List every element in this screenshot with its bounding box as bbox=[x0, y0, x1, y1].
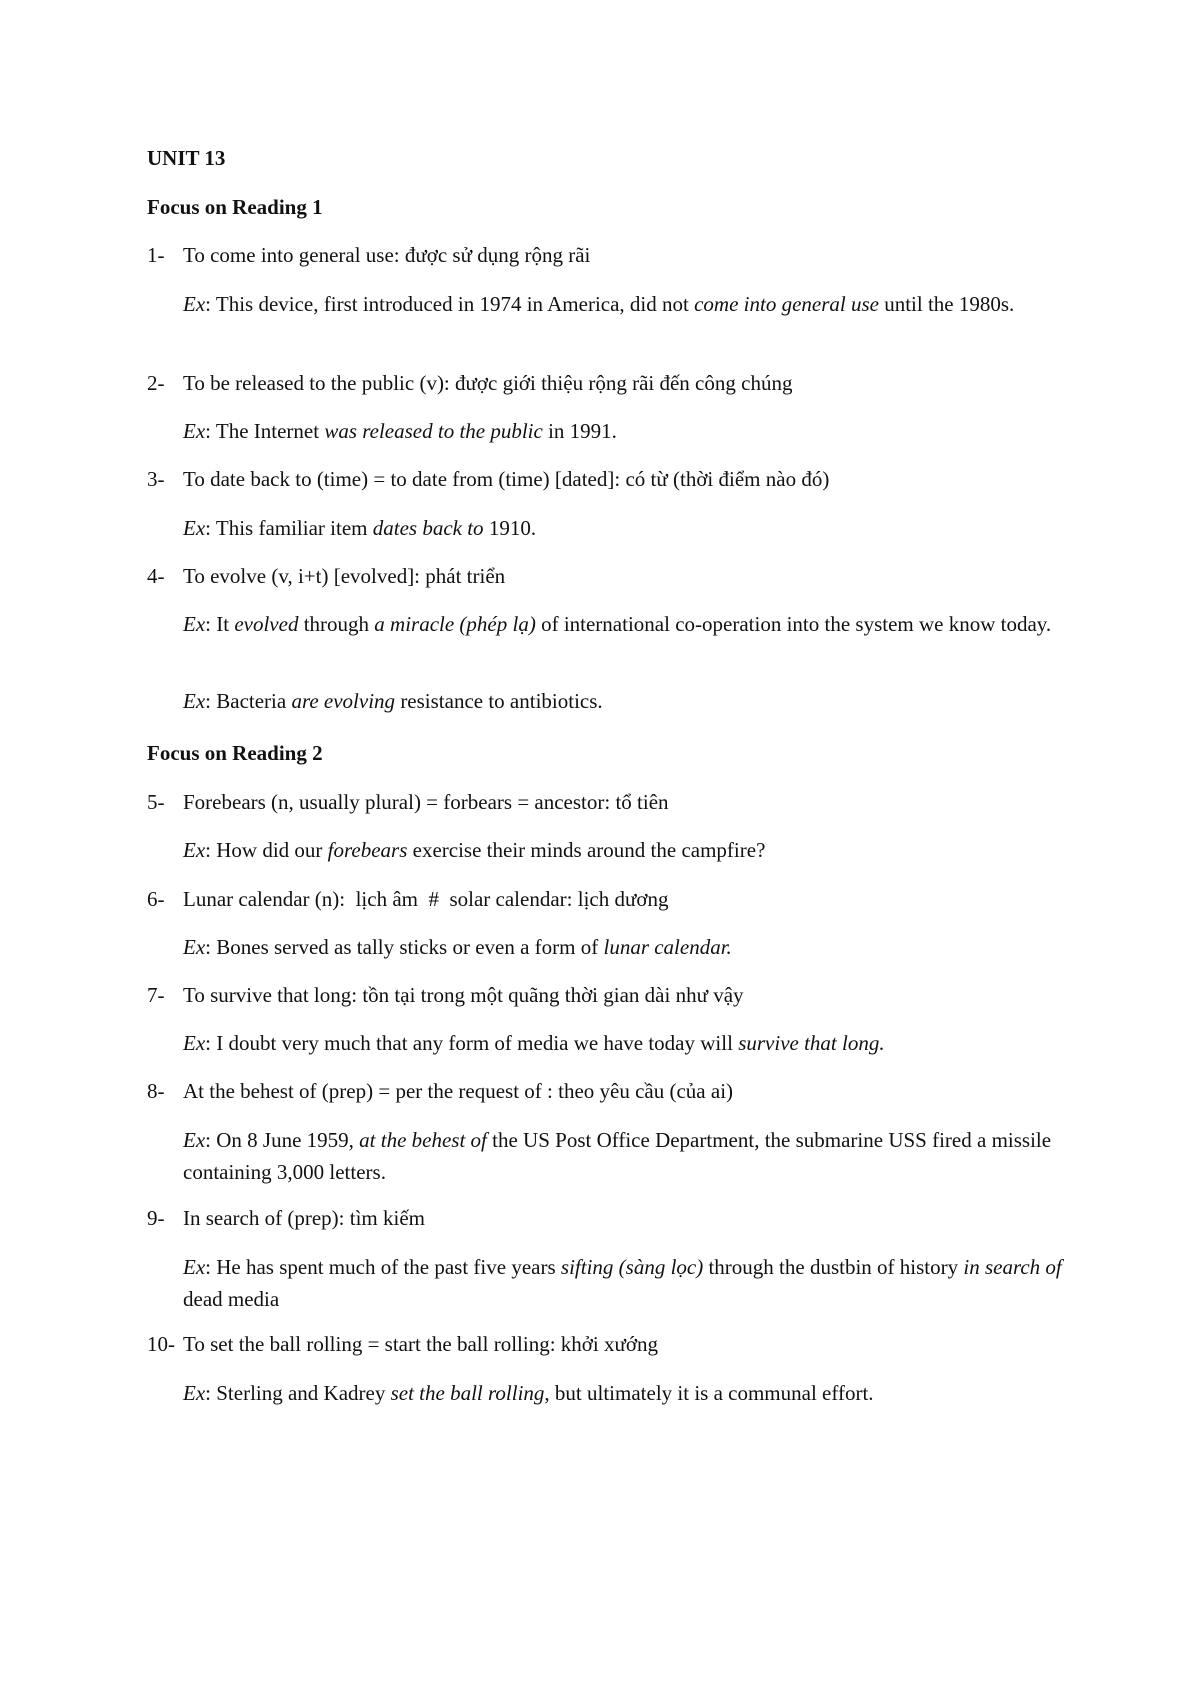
example-text: of international co-operation into the system we know today. bbox=[535, 612, 1052, 636]
example-text: through bbox=[298, 612, 375, 636]
example-label: Ex bbox=[183, 1031, 206, 1055]
example-label: Ex bbox=[183, 612, 206, 636]
entry-term: In search of (prep): tìm kiếm bbox=[183, 1206, 425, 1230]
vocab-entry-5 bbox=[147, 790, 669, 815]
example-label: Ex bbox=[183, 689, 206, 713]
example-text: 1910. bbox=[483, 516, 537, 540]
example-sentence bbox=[183, 1377, 1063, 1409]
example-sentence bbox=[183, 931, 1063, 963]
entry-term: Forebears (n, usually plural) = forbears = ancestor: tổ tiên bbox=[183, 790, 669, 814]
example-sentence bbox=[183, 1124, 1063, 1188]
example-sentence bbox=[183, 288, 1063, 320]
example-label: Ex bbox=[183, 419, 206, 443]
example-text: through the dustbin of history bbox=[703, 1255, 964, 1279]
example-label: Ex bbox=[183, 1255, 206, 1279]
example-label: Ex bbox=[183, 838, 206, 862]
example-sentence bbox=[183, 834, 1063, 866]
example-text: dead media bbox=[183, 1287, 280, 1311]
example-text: : This device, first introduced in 1974 in America, did not bbox=[205, 292, 695, 316]
example-label: Ex bbox=[183, 1128, 206, 1152]
entry-term: To evolve (v, i+t) [evolved]: phát triển bbox=[183, 564, 506, 588]
example-text: in 1991. bbox=[542, 419, 617, 443]
entry-number: 10- bbox=[147, 1332, 175, 1356]
entry-number: 6- bbox=[147, 887, 165, 911]
example-phrase: evolved bbox=[234, 612, 299, 636]
example-phrase: forebears bbox=[327, 838, 408, 862]
entry-number: 7- bbox=[147, 983, 165, 1007]
example-phrase: at the behest of bbox=[359, 1128, 487, 1152]
vocab-entry-2 bbox=[147, 371, 792, 396]
example-sentence bbox=[183, 512, 1063, 544]
example-text: exercise their minds around the campfire? bbox=[407, 838, 766, 862]
example-text: : Sterling and Kadrey bbox=[205, 1381, 391, 1405]
example-text: : I doubt very much that any form of media we have today will bbox=[205, 1031, 739, 1055]
example-phrase: come into general use bbox=[694, 292, 879, 316]
example-phrase: set the ball rolling bbox=[390, 1381, 545, 1405]
example-label: Ex bbox=[183, 935, 206, 959]
example-sentence bbox=[183, 608, 1063, 640]
entry-term: To survive that long: tồn tại trong một quãng thời gian dài như vậy bbox=[183, 983, 744, 1007]
example-phrase: are evolving bbox=[291, 689, 396, 713]
entry-term: To set the ball rolling = start the ball rolling: khởi xướng bbox=[183, 1332, 658, 1356]
example-text: : How did our bbox=[205, 838, 328, 862]
example-phrase: dates back to bbox=[372, 516, 484, 540]
unit-title: UNIT 13 bbox=[147, 146, 226, 170]
entry-term: To come into general use: được sử dụng rộng rãi bbox=[183, 243, 591, 267]
example-label: Ex bbox=[183, 292, 206, 316]
example-text: : The Internet bbox=[205, 419, 325, 443]
section-heading-reading-2: Focus on Reading 2 bbox=[147, 741, 323, 765]
entry-number: 5- bbox=[147, 790, 165, 814]
example-text: : This familiar item bbox=[205, 516, 373, 540]
entry-term: To be released to the public (v): được giới thiệu rộng rãi đến công chúng bbox=[183, 371, 793, 395]
vocab-entry-1 bbox=[147, 243, 590, 268]
example-text: resistance to antibiotics. bbox=[395, 689, 603, 713]
example-sentence bbox=[183, 1027, 1063, 1059]
entry-term: To date back to (time) = to date from (time) [dated]: có từ (thời điểm nào đó) bbox=[183, 467, 830, 491]
example-phrase: a miracle (phép lạ) bbox=[374, 612, 536, 636]
vocab-entry-4 bbox=[147, 564, 505, 589]
entry-number: 3- bbox=[147, 467, 165, 491]
vocab-entry-9 bbox=[147, 1206, 425, 1231]
entry-term: Lunar calendar (n): lịch âm # solar calendar: lịch dương bbox=[183, 887, 669, 911]
entry-term: At the behest of (prep) = per the request of : theo yêu cầu (của ai) bbox=[183, 1079, 734, 1103]
vocab-entry-7 bbox=[147, 983, 744, 1008]
vocab-entry-6 bbox=[147, 887, 668, 912]
example-phrase: in search of bbox=[963, 1255, 1062, 1279]
example-text: : Bacteria bbox=[205, 689, 292, 713]
example-text: : It bbox=[205, 612, 235, 636]
section-heading-reading-1: Focus on Reading 1 bbox=[147, 195, 323, 219]
example-sentence bbox=[183, 1251, 1063, 1315]
example-text: the US Post Office Department, the submarine USS fired a missile containing 3,000 letters. bbox=[183, 1128, 1052, 1184]
vocab-entry-8 bbox=[147, 1079, 733, 1104]
vocab-entry-10 bbox=[147, 1332, 658, 1357]
vocab-entry-3 bbox=[147, 467, 829, 492]
example-text: : On 8 June 1959, bbox=[205, 1128, 360, 1152]
example-text: : Bones served as tally sticks or even a form of bbox=[205, 935, 604, 959]
example-phrase: sifting (sàng lọc) bbox=[560, 1255, 704, 1279]
example-label: Ex bbox=[183, 1381, 206, 1405]
entry-number: 4- bbox=[147, 564, 165, 588]
example-sentence bbox=[183, 685, 1063, 717]
example-sentence bbox=[183, 415, 1063, 447]
entry-number: 9- bbox=[147, 1206, 165, 1230]
entry-number: 1- bbox=[147, 243, 165, 267]
example-text: until the 1980s. bbox=[878, 292, 1015, 316]
example-phrase: lunar calendar. bbox=[603, 935, 732, 959]
example-label: Ex bbox=[183, 516, 206, 540]
example-phrase: survive that long. bbox=[738, 1031, 885, 1055]
example-phrase: was released to the public bbox=[324, 419, 543, 443]
entry-number: 8- bbox=[147, 1079, 165, 1103]
entry-number: 2- bbox=[147, 371, 165, 395]
example-text: : He has spent much of the past five years bbox=[205, 1255, 561, 1279]
example-text: , but ultimately it is a communal effort. bbox=[544, 1381, 874, 1405]
